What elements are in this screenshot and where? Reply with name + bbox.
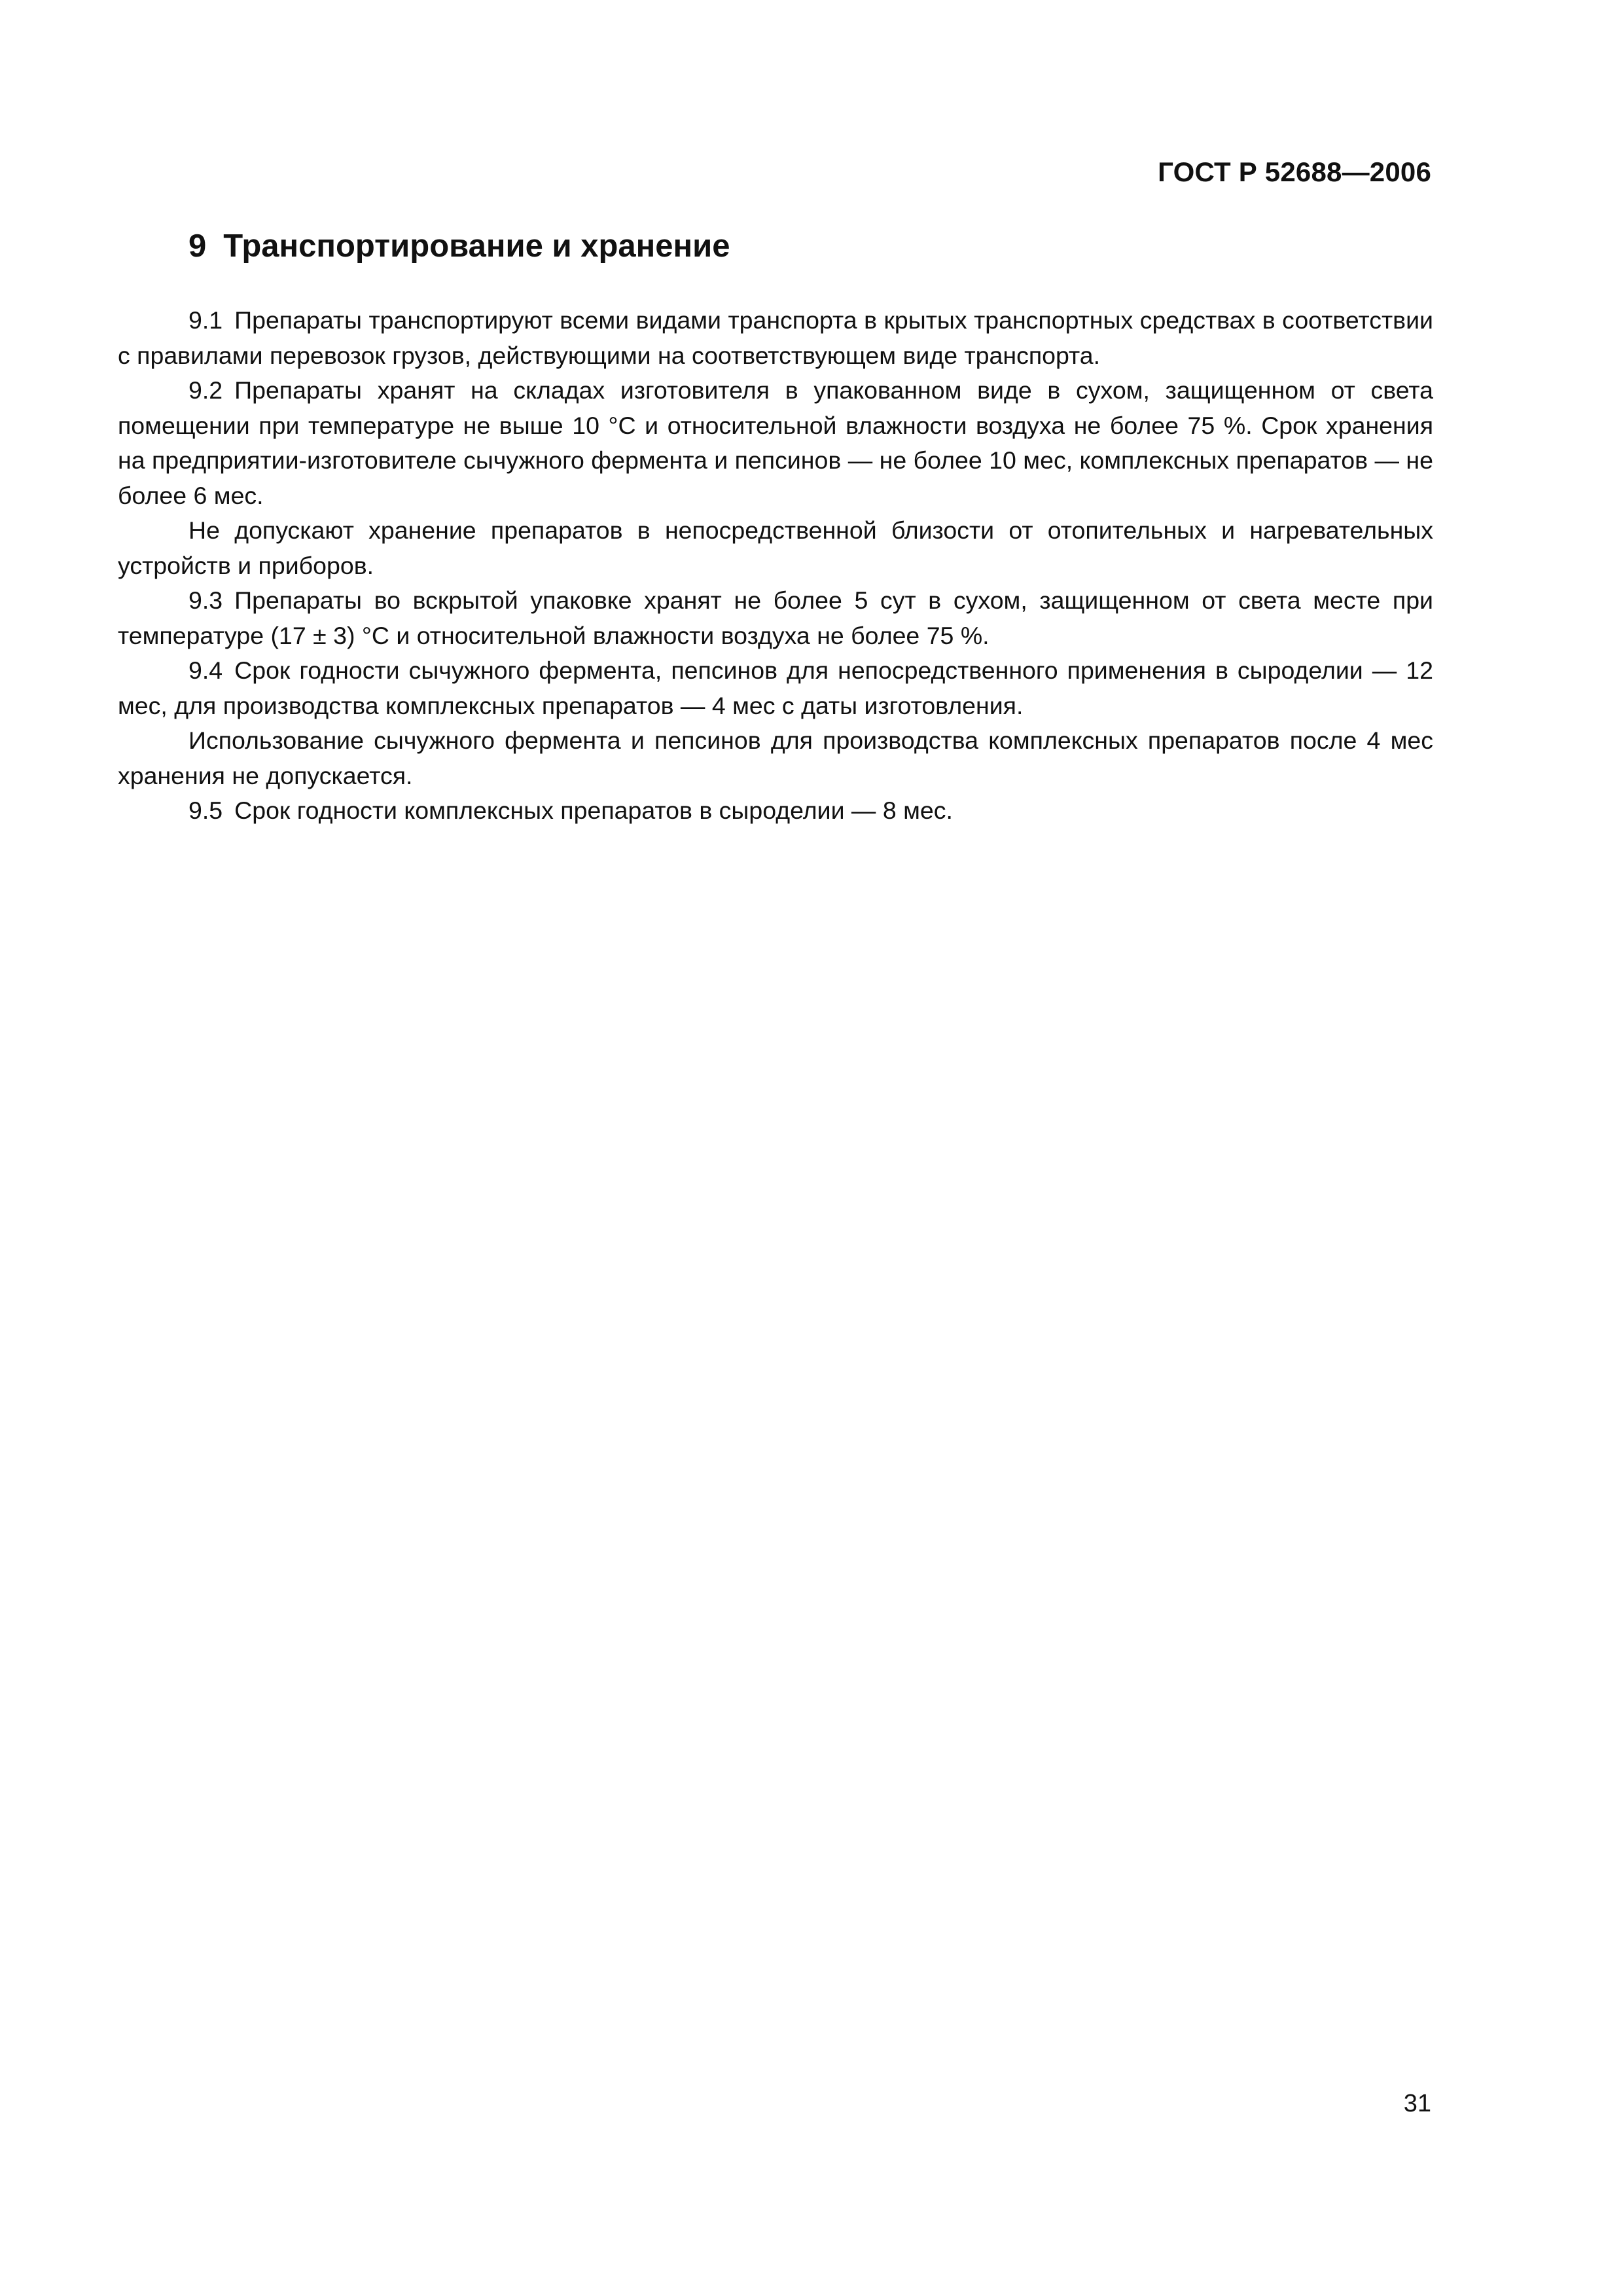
paragraph-text: Использование сычужного фермента и пепсинов для производства комплексных препаратов после 4 мес хранения не допускается. — [118, 726, 1433, 789]
section-body — [118, 303, 1433, 829]
section-number: 9 — [188, 228, 207, 264]
clause-number: 9.1 — [188, 306, 223, 334]
clause-number: 9.4 — [188, 656, 223, 684]
paragraph-text: Срок годности сычужного фермента, пепсинов для непосредственного применения в сыроделии — 12 мес, для производства комплексных препаратов — 4 мес с даты изготовления. — [118, 656, 1433, 719]
paragraph-9-5 — [118, 793, 1433, 829]
paragraph-9-3 — [118, 583, 1433, 653]
clause-number: 9.2 — [188, 376, 223, 404]
paragraph-text: Не допускают хранение препаратов в непосредственной близости от отопительных и нагревательных устройств и приборов. — [118, 516, 1433, 579]
paragraph-9-4 — [118, 653, 1433, 723]
paragraph-9-1 — [118, 303, 1433, 373]
paragraph-text: Препараты хранят на складах изготовителя в упакованном виде в сухом, защищенном от света помещении при температуре не выше 10 °С и относительной влажности воздуха не более 75 %. Срок хранения на предприятии-изготовителе сычужного фермента и пепсинов — не более 10 мес, комплексных препаратов — не более 6 мес. — [118, 376, 1433, 509]
clause-number: 9.3 — [188, 586, 223, 614]
page-number: 31 — [1403, 2090, 1431, 2117]
section-title-text: Транспортирование и хранение — [223, 228, 730, 264]
paragraph-text: Препараты во вскрытой упаковке хранят не более 5 сут в сухом, защищенном от света месте при температуре (17 ± 3) °С и относительной влажности воздуха не более 75 %. — [118, 586, 1433, 649]
document-code: ГОСТ Р 52688—2006 — [1158, 156, 1431, 187]
paragraph-9-4-continuation — [118, 723, 1433, 793]
paragraph-text: Препараты транспортируют всеми видами транспорта в крытых транспортных средствах в соответствии с правилами перевозок грузов, действующими на соответствующем виде транспорта. — [118, 306, 1433, 369]
paragraph-9-2-continuation — [118, 513, 1433, 583]
paragraph-text: Срок годности комплексных препаратов в сыроделии — 8 мес. — [234, 797, 953, 824]
section-heading — [188, 230, 730, 262]
paragraph-9-2 — [118, 373, 1433, 513]
clause-number: 9.5 — [188, 797, 223, 824]
